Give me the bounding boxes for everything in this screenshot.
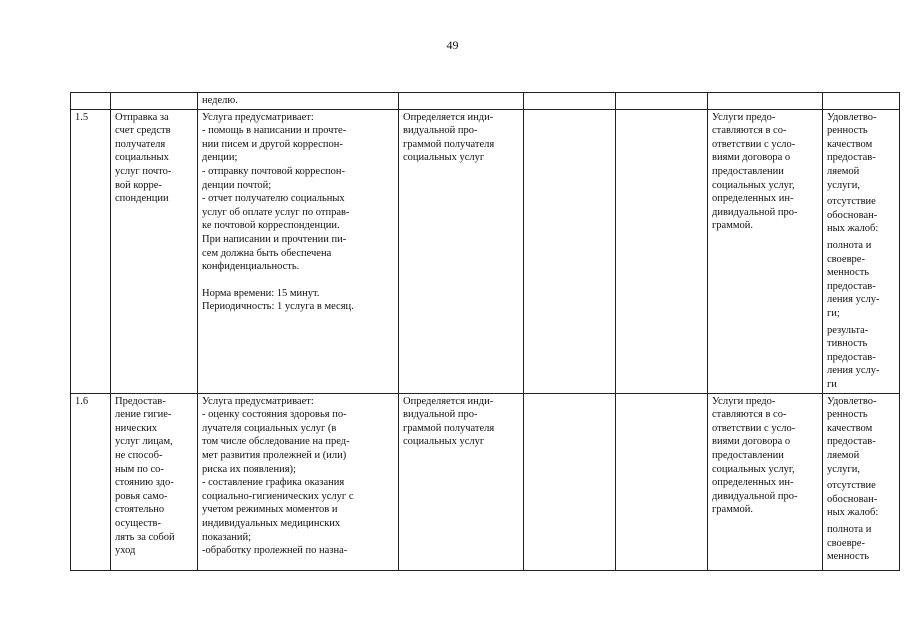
text-line: ставляются в со- <box>712 409 787 421</box>
text-line: социально-гигиенических услуг с <box>202 490 354 502</box>
text-line: определенных ин- <box>712 193 794 205</box>
quality-criterion <box>827 523 895 564</box>
text-line: менность <box>827 267 870 279</box>
text-line: Удовлетво- <box>827 111 877 123</box>
text-line: сем должна быть обеспечена <box>202 247 332 259</box>
text-line: виями договора о <box>712 152 791 164</box>
text-line: своевре- <box>827 537 865 549</box>
service-quality <box>823 393 900 570</box>
service-description <box>198 109 399 393</box>
text-line: видуальной про- <box>403 409 478 421</box>
text-line: качеством <box>827 422 873 434</box>
cell-empty <box>524 109 616 393</box>
text-line: ления услу- <box>827 365 880 377</box>
text-line: ных жалоб: <box>827 507 879 519</box>
service-name <box>111 109 198 393</box>
text-line: Норма времени: 15 минут. <box>202 287 320 299</box>
text-line: ровья само- <box>115 490 168 502</box>
cell-empty <box>823 93 900 110</box>
text-line: граммой. <box>712 220 754 232</box>
service-description <box>198 393 399 570</box>
cell-empty <box>399 93 524 110</box>
cell-empty <box>111 93 198 110</box>
text-line: отсутствие <box>827 196 876 208</box>
table-row-continuation <box>71 93 900 110</box>
text-line: спонденции <box>115 193 169 205</box>
text-line: индивидуальных медицинских <box>202 517 341 529</box>
text-line: ренность <box>827 409 868 421</box>
text-line: - составление графика оказания <box>202 477 345 489</box>
table-row <box>71 393 900 570</box>
text-line: дивидуальной про- <box>712 490 798 502</box>
text-line: дивидуальной про- <box>712 206 798 218</box>
text-line: Услуга предусматривает: <box>202 395 314 407</box>
text-line: Удовлетво- <box>827 395 877 407</box>
text-line: отсутствие <box>827 480 876 492</box>
text-line: предоставлении <box>712 449 784 461</box>
text-line: -обработку пролежней по назна- <box>202 545 348 557</box>
text-line: услуги, <box>827 463 860 475</box>
quality-criterion <box>827 195 895 236</box>
text-line: При написании и прочтении пи- <box>202 233 347 245</box>
cell-empty <box>524 393 616 570</box>
text-line: лять за собой <box>115 531 175 543</box>
cell-empty <box>708 93 823 110</box>
continuation-text: неделю. <box>198 93 399 110</box>
text-line: предостав- <box>827 152 876 164</box>
text-line: граммой получателя <box>403 422 495 434</box>
text-line: предоставлении <box>712 165 784 177</box>
text-line: социальных <box>115 152 169 164</box>
text-line: видуальной про- <box>403 125 478 137</box>
text-line: ренность <box>827 125 868 137</box>
service-volume <box>399 109 524 393</box>
text-line: социальных услуг <box>403 152 485 164</box>
service-quality <box>823 109 900 393</box>
text-line: социальных услуг, <box>712 463 795 475</box>
text-line: Услуги предо- <box>712 395 776 407</box>
text-line: предостав- <box>827 351 876 363</box>
text-line: - отправку почтовой корреспон- <box>202 165 345 177</box>
text-line: полнота и <box>827 523 872 535</box>
text-line: Периодичность: 1 услуга в месяц. <box>202 301 354 313</box>
text-line: своевре- <box>827 253 865 265</box>
service-number: 1.6 <box>71 393 111 570</box>
text-line: ке почтовой корреспонденции. <box>202 220 340 232</box>
text-line: ответствии с усло- <box>712 422 796 434</box>
text-line: лучателя социальных услуг (в <box>202 422 337 434</box>
service-conditions <box>708 109 823 393</box>
text-line: ставляются в со- <box>712 125 787 137</box>
text-line: мет развития пролежней и (или) <box>202 449 347 461</box>
text-line: результа- <box>827 324 869 336</box>
text-line: стоянию здо- <box>115 477 174 489</box>
text-line: - оценку состояния здоровья по- <box>202 409 347 421</box>
text-line: стоятельно <box>115 504 165 516</box>
service-name <box>111 393 198 570</box>
quality-criterion <box>827 111 895 193</box>
text-line: ных жалоб: <box>827 223 879 235</box>
text-line: Услуги предо- <box>712 111 776 123</box>
text-line: осуществ- <box>115 517 161 529</box>
text-line: уход <box>115 545 136 557</box>
text-line: Услуга предусматривает: <box>202 111 314 123</box>
text-line: Предостав- <box>115 395 166 407</box>
text-line: полнота и <box>827 239 872 251</box>
text-line: граммой. <box>712 504 754 516</box>
text-line: том числе обследование на пред- <box>202 436 350 448</box>
services-table <box>70 92 900 571</box>
quality-criterion <box>827 479 895 520</box>
text-line: счет средств <box>115 125 171 137</box>
text-line: конфиденциальность. <box>202 261 300 273</box>
text-line: ления услу- <box>827 294 880 306</box>
text-line: вой корре- <box>115 179 162 191</box>
text-line: Определяется инди- <box>403 111 494 123</box>
text-line: услуг лицам, <box>115 436 173 448</box>
quality-criterion <box>827 239 895 321</box>
text-line: денции; <box>202 152 238 164</box>
quality-criterion <box>827 395 895 477</box>
cell-empty <box>71 93 111 110</box>
cell-empty <box>524 93 616 110</box>
text-line: денции почтой; <box>202 179 272 191</box>
text-line: обоснован- <box>827 493 878 505</box>
cell-empty <box>616 109 708 393</box>
text-line: ление гигие- <box>115 409 172 421</box>
text-line: - помощь в написании и прочте- <box>202 125 347 137</box>
service-volume <box>399 393 524 570</box>
text-line: ответствии с усло- <box>712 138 796 150</box>
text-line: - отчет получателю социальных <box>202 193 345 205</box>
text-line: риска их появления); <box>202 463 296 475</box>
text-line: нических <box>115 422 158 434</box>
text-line: ги <box>827 378 837 390</box>
table-row <box>71 109 900 393</box>
text-line: граммой получателя <box>403 138 495 150</box>
text-line: ляемой <box>827 449 860 461</box>
line-gap <box>202 274 394 287</box>
text-line: услуг почто- <box>115 165 172 177</box>
text-line: показаний; <box>202 531 252 543</box>
text-line: обоснован- <box>827 209 878 221</box>
text-line: ным по со- <box>115 463 164 475</box>
cell-empty <box>616 93 708 110</box>
text-line: получателя <box>115 138 166 150</box>
text-line: социальных услуг <box>403 436 485 448</box>
text-line: учетом режимных моментов и <box>202 504 338 516</box>
text-line: качеством <box>827 138 873 150</box>
text-line: нии писем и другой корреспон- <box>202 138 343 150</box>
text-line: услуг об оплате услуг по отправ- <box>202 206 350 218</box>
text-line: менность <box>827 551 870 563</box>
page-number: 49 <box>446 38 459 52</box>
text-line: предостав- <box>827 436 876 448</box>
text-line: Отправка за <box>115 111 169 123</box>
text-line: тивность <box>827 338 868 350</box>
text-line: социальных услуг, <box>712 179 795 191</box>
text-line: не способ- <box>115 449 163 461</box>
service-conditions <box>708 393 823 570</box>
text-line: Определяется инди- <box>403 395 494 407</box>
quality-criterion <box>827 324 895 392</box>
text-line: ги; <box>827 307 840 319</box>
text-line: предостав- <box>827 280 876 292</box>
text-line: виями договора о <box>712 436 791 448</box>
text-line: определенных ин- <box>712 477 794 489</box>
cell-empty <box>616 393 708 570</box>
text-line: услуги, <box>827 179 860 191</box>
text-line: ляемой <box>827 165 860 177</box>
service-number: 1.5 <box>71 109 111 393</box>
